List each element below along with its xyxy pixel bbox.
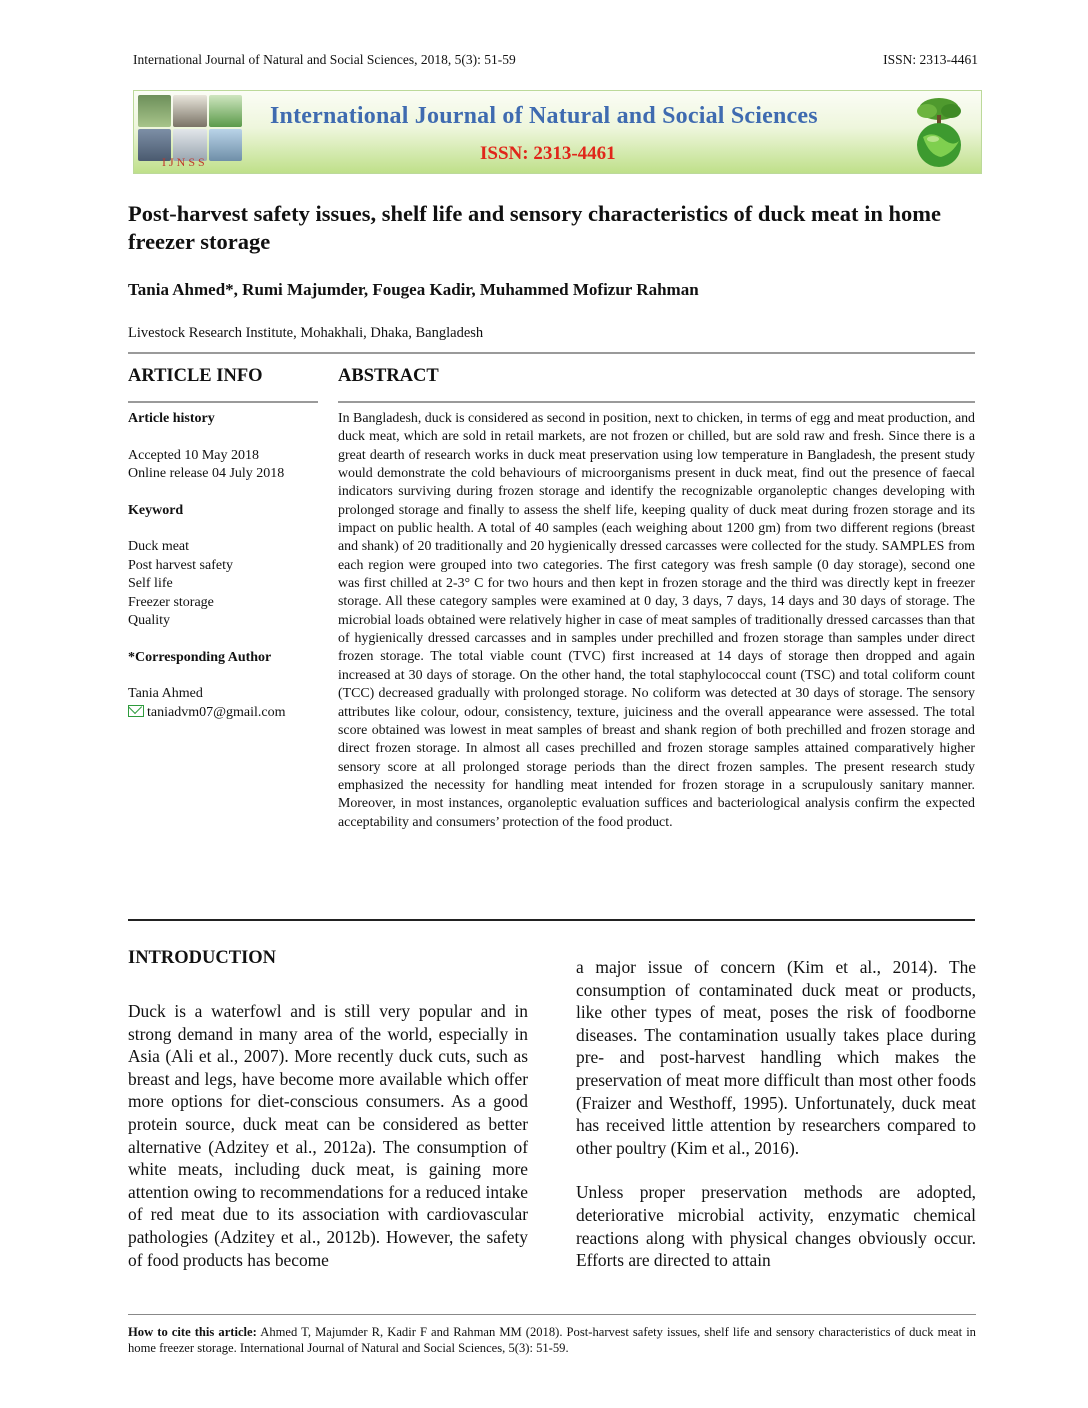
introduction-heading: INTRODUCTION [128, 948, 277, 968]
email-line [128, 704, 318, 723]
keyword-item: Duck meat [128, 539, 190, 554]
accepted-date: Accepted 10 May 2018 [128, 447, 260, 463]
article-history-heading: Article history [128, 411, 215, 426]
running-header [133, 52, 978, 68]
running-head-issn: ISSN: 2313-4461 [883, 52, 978, 67]
banner-collage-image [138, 95, 242, 161]
keyword-item: Self life [128, 576, 173, 591]
keyword-item: Quality [128, 613, 170, 628]
globe-tree-logo [903, 95, 975, 169]
article-info-panel [128, 410, 318, 722]
introduction-paragraph-1: Duck is a waterfowl and is still very popular and in strong demand in many area of the world, especially in Asia (Ali et al., 2007). More recently duck cuts, such as breast and legs, have become more available which offer more options for diet-conscious consumers. As a good protein source, duck meat can be considered as better alternative (Adzitey et al., 2012a). The consumption of white meats, including duck meat, is gaining more attention owing to recommendations for a reduced intake of red meat due to its association with cardiovascular pathologies (Adzitey et al., 2012b). However, the safety of food products has become [128, 1001, 528, 1270]
corresponding-author-name: Tania Ahmed [128, 686, 203, 701]
keyword-item: Post harvest safety [128, 557, 233, 573]
abstract-text: In Bangladesh, duck is considered as second in position, next to chicken, in terms of egg and meat production, and duck meat, which are sold in retail markets, are not frozen or chilled, but are sold raw and fresh. Since there is a great dearth of research works in duck meat preservation using low temperature in Bangladesh, the present study would demonstrate the cold behaviours of microorganisms present in duck meat, find out the presence of faecal indicators surviving during frozen storage and identify the recognizable organoleptic changes developing with prolonged storage and finally to assess the shelf life, keeping quality of duck meat during frozen storage and its impact on public health. A total of 40 samples (each weighing about 1200 gm) from two different regions (breast and shank) of 20 traditionally and 20 hygienically dressed carcasses were collected for the study. SAMPLES from each region were grouped into two categories. The first category was fresh sample (0 day storage), second one was first chilled at 2-3° C for two hours and then kept in frozen storage and the third was directly kept in freezer storage. All these category samples were examined at 0 day, 3 days, 7 days, 14 days and 30 days of storage. The microbial loads obtained were relatively higher in case of meat samples of traditionally dressed carcasses than that of hygienically dressed carcasses and in samples under prechilled and frozen storage than samples under direct frozen storage. The total viable count (TVC) first increased at 14 days of storage then dropped and again increased at 30 days of storage. On the other hand, the total staphylococcal count (TSC) and total coliform count (TCC) decreased gradually with prolonged storage. No coliform was detected at 30 days of storage. The sensory attributes like colour, odour, consistency, texture, juiciness and the overall appearance were assessed. The total score obtained was lowest in meat samples of breast and shank region of both prechilled and frozen storage and direct frozen storage. In almost all cases prechilled and frozen storage samples attained comparatively higher sensory score at all prolonged storage periods than the direct frozen samples. The present research study emphasized the necessity for handling meat intended for frozen storage in a scrupulously sanitary manner. Moreover, in most instances, organoleptic evaluation suffices and bacteriological analysis confirm the expected acceptability and consumers’ protection of the food product. [338, 411, 975, 830]
journal-banner [133, 90, 982, 174]
header-divider [128, 352, 975, 354]
banner-journal-name: International Journal of Natural and Social Sciences [270, 103, 818, 129]
info-divider [128, 401, 318, 403]
abstract-heading: ABSTRACT [338, 366, 439, 386]
corresponding-email-link[interactable]: taniadvm07@gmail.com [147, 704, 286, 720]
abstract-bottom-divider [128, 919, 975, 921]
running-head-journal: International Journal of Natural and Social Sciences, 2018, 5(3): 51-59 [133, 52, 516, 67]
keyword-item: Freezer storage [128, 594, 214, 610]
introduction-right-column [576, 956, 976, 1294]
online-release-date: Online release 04 July 2018 [128, 466, 285, 481]
introduction-paragraph-2: Unless proper preservation methods are adopted, deteriorative microbial activity, enzymatic chemical reactions along with physical changes obviously occur. Efforts are directed to attain [576, 1182, 976, 1271]
mail-icon [128, 705, 144, 717]
banner-abbreviation: IJNSS [162, 155, 208, 169]
corresponding-author-heading: *Corresponding Author [128, 649, 272, 665]
introduction-paragraph-1-continued: a major issue of concern (Kim et al., 2014). The consumption of contaminated duck meat or products, like other types of meat, poses the risk of foodborne diseases. The contamination usually takes place during pre- and post-harvest handling which makes the preservation of meat more difficult than most other foods (Fraizer and Westhoff, 1995). Unfortunately, duck meat has received little attention by researchers compared to other poultry (Kim et al., 2016). [576, 957, 976, 1158]
banner-issn: ISSN: 2313-4461 [480, 143, 616, 164]
abstract-divider [338, 401, 975, 403]
author-affiliation: Livestock Research Institute, Mohakhali, Dhaka, Bangladesh [128, 325, 484, 341]
citation-footer [128, 1325, 976, 1356]
footer-divider [128, 1314, 976, 1315]
citation-label: How to cite this article: [128, 1325, 257, 1339]
article-info-heading: ARTICLE INFO [128, 366, 263, 386]
keyword-heading: Keyword [128, 502, 184, 518]
article-authors: Tania Ahmed*, Rumi Majumder, Fougea Kadir, Muhammed Mofizur Rahman [128, 280, 699, 299]
article-title: Post-harvest safety issues, shelf life and sensory characteristics of duck meat in home freezer storage [128, 201, 942, 254]
citation-text: Ahmed T, Majumder R, Kadir F and Rahman MM (2018). Post-harvest safety issues, shelf life and sensory characteristics of duck meat in home freezer storage. International Journal of Natural and Social Sciences, 5(3): 51-59. [128, 1325, 976, 1355]
